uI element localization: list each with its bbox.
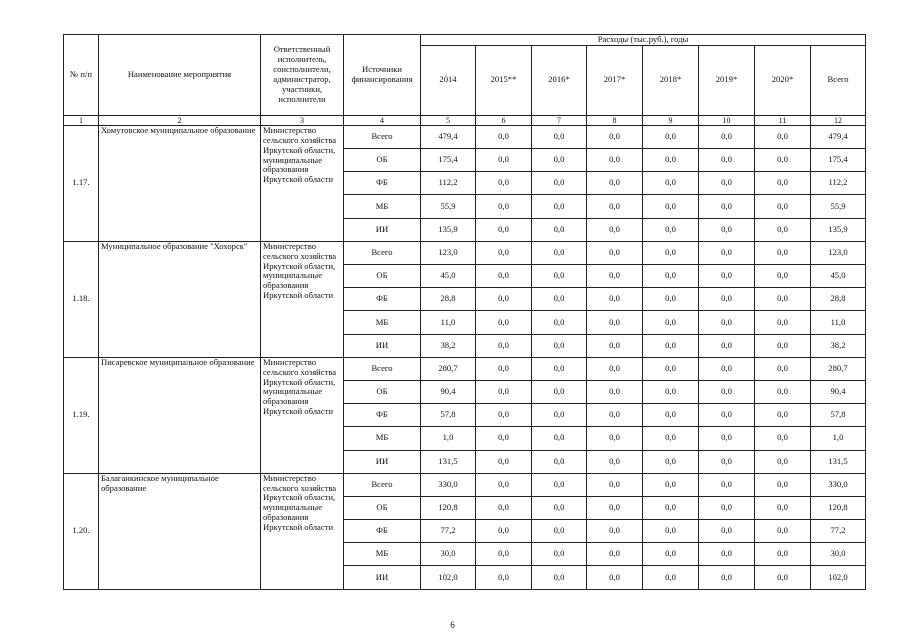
year-value: 0,0 [476,241,532,264]
table-row [64,125,866,148]
year-value: 1,0 [421,427,476,450]
funding-source: Всего [344,241,421,264]
total-value: 330,0 [811,473,866,496]
column-number: 8 [587,115,643,125]
column-number: 11 [755,115,811,125]
year-value: 0,0 [699,427,755,450]
total-value: 120,8 [811,496,866,519]
funding-source: ФБ [344,404,421,427]
total-value: 77,2 [811,520,866,543]
year-value: 0,0 [587,265,643,288]
year-value: 0,0 [643,195,699,218]
column-number: 9 [643,115,699,125]
year-value: 0,0 [643,566,699,589]
year-value: 0,0 [643,543,699,566]
year-value: 0,0 [755,265,811,288]
year-value: 0,0 [587,172,643,195]
year-value: 0,0 [699,311,755,334]
table-row [64,357,866,380]
total-value: 112,2 [811,172,866,195]
year-value: 0,0 [755,427,811,450]
year-value: 0,0 [587,288,643,311]
year-value: 0,0 [532,566,587,589]
year-value: 0,0 [476,427,532,450]
total-value: 280,7 [811,357,866,380]
year-value: 0,0 [755,543,811,566]
year-value: 0,0 [587,311,643,334]
funding-source: МБ [344,195,421,218]
column-number: 4 [344,115,421,125]
page-number: 6 [450,620,455,630]
year-value: 38,2 [421,334,476,357]
column-number: 6 [476,115,532,125]
column-number: 2 [99,115,261,125]
header-expenses: Расходы (тыс.руб.), годы [421,35,866,46]
year-value: 0,0 [699,241,755,264]
year-value: 0,0 [755,311,811,334]
header-sources: Источники финансирования [344,35,421,116]
year-value: 0,0 [643,311,699,334]
year-value: 0,0 [476,334,532,357]
year-value: 0,0 [699,404,755,427]
funding-source: ИИ [344,450,421,473]
year-value: 0,0 [532,357,587,380]
year-value: 77,2 [421,520,476,543]
year-value: 0,0 [643,427,699,450]
year-value: 0,0 [643,172,699,195]
year-value: 123,0 [421,241,476,264]
year-value: 0,0 [532,218,587,241]
year-value: 0,0 [699,195,755,218]
item-number: 1.18. [64,241,99,357]
year-value: 0,0 [532,265,587,288]
total-value: 57,8 [811,404,866,427]
year-value: 0,0 [532,473,587,496]
column-numbers-row [64,115,866,125]
year-value: 112,2 [421,172,476,195]
year-value: 0,0 [587,195,643,218]
year-value: 0,0 [587,241,643,264]
year-value: 0,0 [532,496,587,519]
year-value: 0,0 [643,520,699,543]
header-no: № п/п [64,35,99,116]
year-value: 0,0 [643,125,699,148]
year-value: 0,0 [643,334,699,357]
funding-source: ФБ [344,172,421,195]
funding-source: Всего [344,473,421,496]
year-value: 0,0 [755,125,811,148]
year-value: 0,0 [532,288,587,311]
total-value: 479,4 [811,125,866,148]
year-value: 0,0 [532,125,587,148]
year-value: 280,7 [421,357,476,380]
year-value: 0,0 [755,149,811,172]
year-value: 0,0 [699,265,755,288]
year-value: 0,0 [476,195,532,218]
year-value: 0,0 [699,149,755,172]
table-row [64,473,866,496]
year-value: 0,0 [755,404,811,427]
year-value: 0,0 [755,566,811,589]
year-value: 0,0 [476,357,532,380]
header-responsible: Ответственный исполнитель, соисполнители, администратор, участники, исполнители [261,35,344,116]
funding-source: ФБ [344,288,421,311]
year-value: 0,0 [476,450,532,473]
year-value: 30,0 [421,543,476,566]
year-value: 0,0 [587,334,643,357]
year-value: 0,0 [755,520,811,543]
year-value: 0,0 [476,543,532,566]
year-value: 0,0 [699,288,755,311]
year-value: 0,0 [755,380,811,403]
header-year: 2014 [421,45,476,115]
total-value: 55,9 [811,195,866,218]
total-value: 135,9 [811,218,866,241]
funding-source: ОБ [344,149,421,172]
year-value: 0,0 [476,380,532,403]
year-value: 0,0 [643,288,699,311]
item-name: Писаревское муниципальное образование [99,357,261,473]
year-value: 0,0 [699,218,755,241]
year-value: 0,0 [699,357,755,380]
year-value: 0,0 [755,288,811,311]
year-value: 135,9 [421,218,476,241]
funding-source: МБ [344,543,421,566]
item-name: Балаганкинское муниципальное образование [99,473,261,589]
year-value: 0,0 [643,357,699,380]
year-value: 0,0 [587,357,643,380]
header-year: 2015** [476,45,532,115]
year-value: 0,0 [532,334,587,357]
year-value: 0,0 [532,241,587,264]
item-name: Муниципальное образование "Хохорск" [99,241,261,357]
column-number: 7 [532,115,587,125]
header-year: 2020* [755,45,811,115]
funding-source: ОБ [344,496,421,519]
year-value: 0,0 [532,195,587,218]
year-value: 0,0 [587,149,643,172]
year-value: 0,0 [532,380,587,403]
total-value: 28,8 [811,288,866,311]
year-value: 0,0 [532,427,587,450]
year-value: 57,8 [421,404,476,427]
year-value: 0,0 [532,404,587,427]
total-value: 90,4 [811,380,866,403]
item-responsible: Министерство сельского хозяйства Иркутской области, муниципальные образования Иркутской области [261,125,344,241]
year-value: 0,0 [643,241,699,264]
year-value: 0,0 [532,311,587,334]
year-value: 0,0 [476,265,532,288]
year-value: 0,0 [587,520,643,543]
year-value: 0,0 [643,450,699,473]
year-value: 0,0 [755,450,811,473]
column-number: 5 [421,115,476,125]
year-value: 0,0 [755,357,811,380]
year-value: 0,0 [755,172,811,195]
year-value: 0,0 [699,543,755,566]
year-value: 0,0 [587,450,643,473]
funding-source: ИИ [344,566,421,589]
year-value: 0,0 [643,265,699,288]
year-value: 0,0 [755,218,811,241]
total-value: 11,0 [811,311,866,334]
total-value: 131,5 [811,450,866,473]
year-value: 0,0 [476,404,532,427]
year-value: 0,0 [587,566,643,589]
year-value: 0,0 [476,172,532,195]
year-value: 0,0 [643,404,699,427]
year-value: 0,0 [755,241,811,264]
year-value: 0,0 [476,218,532,241]
year-value: 0,0 [755,334,811,357]
year-value: 0,0 [699,172,755,195]
item-number: 1.17. [64,125,99,241]
funding-source: ОБ [344,265,421,288]
year-value: 0,0 [755,496,811,519]
funding-source: Всего [344,357,421,380]
total-value: 123,0 [811,241,866,264]
year-value: 120,8 [421,496,476,519]
year-value: 0,0 [699,566,755,589]
year-value: 0,0 [476,520,532,543]
year-value: 131,5 [421,450,476,473]
funding-source: ФБ [344,520,421,543]
year-value: 0,0 [699,334,755,357]
year-value: 0,0 [476,566,532,589]
funding-source: Всего [344,125,421,148]
year-value: 0,0 [587,404,643,427]
year-value: 0,0 [699,473,755,496]
year-value: 0,0 [587,125,643,148]
year-value: 55,9 [421,195,476,218]
total-value: 102,0 [811,566,866,589]
year-value: 0,0 [699,496,755,519]
funding-source: ОБ [344,380,421,403]
year-value: 0,0 [643,496,699,519]
total-value: 38,2 [811,334,866,357]
item-number: 1.19. [64,357,99,473]
year-value: 330,0 [421,473,476,496]
year-value: 0,0 [476,473,532,496]
total-value: 175,4 [811,149,866,172]
year-value: 175,4 [421,149,476,172]
year-value: 0,0 [587,473,643,496]
year-value: 0,0 [699,450,755,473]
year-value: 0,0 [476,125,532,148]
year-value: 0,0 [699,125,755,148]
year-value: 0,0 [532,543,587,566]
year-value: 0,0 [587,543,643,566]
year-value: 0,0 [476,288,532,311]
funding-source: МБ [344,427,421,450]
year-value: 0,0 [643,380,699,403]
header-year: 2019* [699,45,755,115]
column-number: 3 [261,115,344,125]
year-value: 0,0 [587,496,643,519]
year-value: 479,4 [421,125,476,148]
funding-source: ИИ [344,334,421,357]
header-year: 2017* [587,45,643,115]
year-value: 0,0 [476,149,532,172]
year-value: 0,0 [699,380,755,403]
funding-source: МБ [344,311,421,334]
item-responsible: Министерство сельского хозяйства Иркутской области, муниципальные образования Иркутской области [261,357,344,473]
year-value: 0,0 [755,473,811,496]
year-value: 0,0 [476,496,532,519]
header-year: 2018* [643,45,699,115]
year-value: 0,0 [532,450,587,473]
year-value: 0,0 [587,380,643,403]
year-value: 0,0 [643,473,699,496]
year-value: 0,0 [532,172,587,195]
year-value: 0,0 [532,149,587,172]
year-value: 11,0 [421,311,476,334]
year-value: 0,0 [587,427,643,450]
year-value: 0,0 [643,149,699,172]
table-row [64,241,866,264]
year-value: 0,0 [643,218,699,241]
item-responsible: Министерство сельского хозяйства Иркутской области, муниципальные образования Иркутской области [261,473,344,589]
header-year: 2016* [532,45,587,115]
header-name: Наименование мероприятия [99,35,261,116]
year-value: 0,0 [755,195,811,218]
column-number: 10 [699,115,755,125]
total-value: 30,0 [811,543,866,566]
item-number: 1.20. [64,473,99,589]
item-name: Хомутовское муниципальное образование [99,125,261,241]
item-responsible: Министерство сельского хозяйства Иркутской области, муниципальные образования Иркутской области [261,241,344,357]
total-value: 1,0 [811,427,866,450]
total-value: 45,0 [811,265,866,288]
year-value: 0,0 [476,311,532,334]
year-value: 45,0 [421,265,476,288]
year-value: 0,0 [587,218,643,241]
funding-source: ИИ [344,218,421,241]
year-value: 0,0 [532,520,587,543]
year-value: 102,0 [421,566,476,589]
year-value: 0,0 [699,520,755,543]
year-value: 28,8 [421,288,476,311]
header-total: Всего [811,45,866,115]
column-number: 12 [811,115,866,125]
year-value: 90,4 [421,380,476,403]
expenses-table [63,34,866,590]
column-number: 1 [64,115,99,125]
